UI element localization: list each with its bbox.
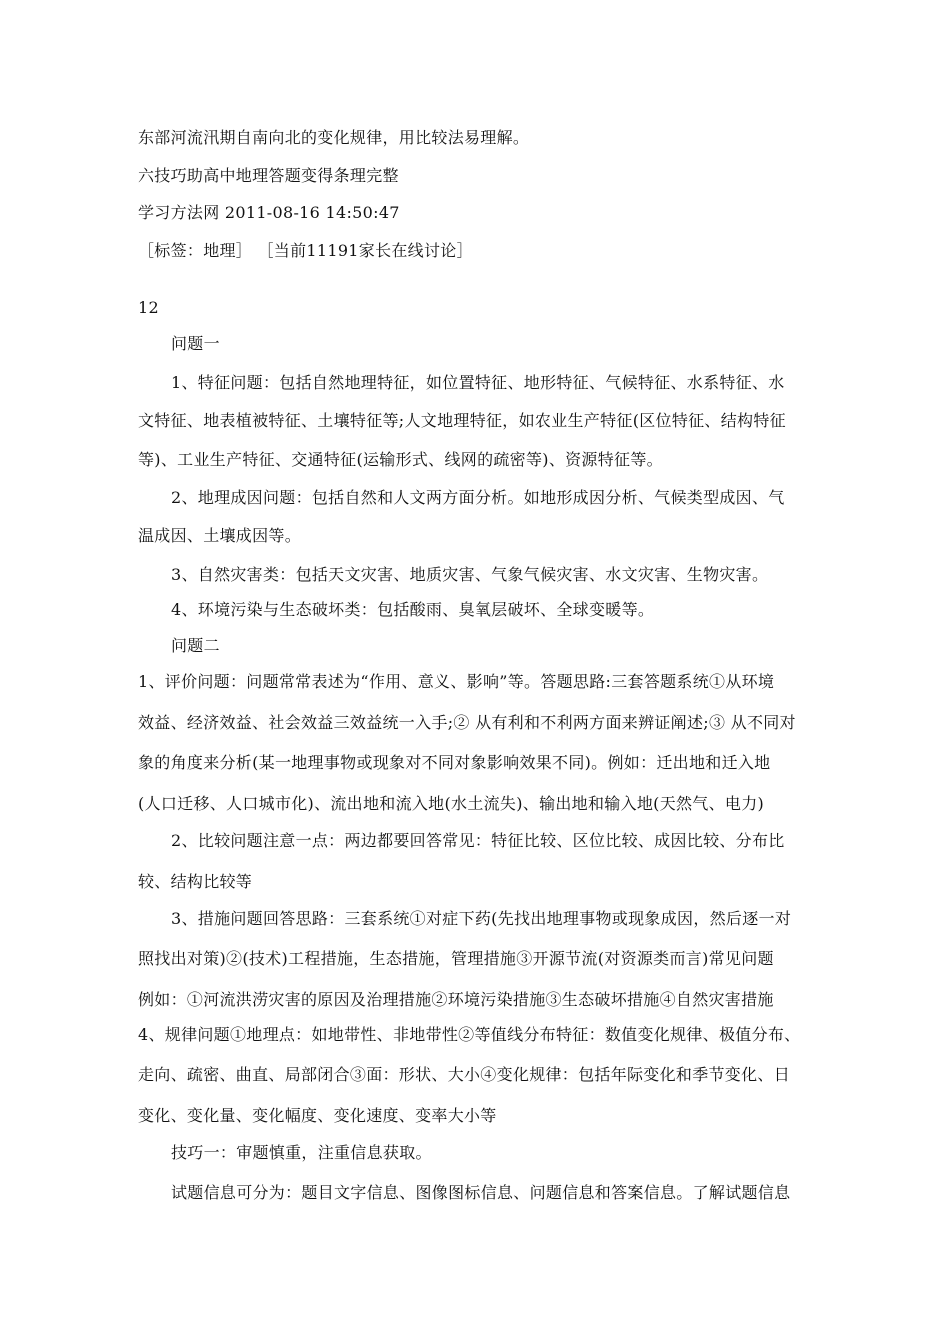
section2-heading: 问题二 — [171, 636, 220, 655]
paragraph-line: 文特征、地表植被特征、土壤特征等;人文地理特征，如农业生产特征(区位特征、结构特征 — [138, 411, 786, 430]
paragraph-line: 例如：①河流洪涝灾害的原因及治理措施②环境污染措施③生态破坏措施④自然灾害措施 — [138, 990, 774, 1009]
paragraph-line: 4、环境污染与生态破坏类：包括酸雨、臭氧层破坏、全球变暖等。 — [171, 600, 655, 619]
paragraph-line: 等)、工业生产特征、交通特征(运输形式、线网的疏密等)、资源特征等。 — [138, 450, 663, 469]
paragraph-line: 试题信息可分为：题目文字信息、图像图标信息、问题信息和答案信息。了解试题信息 — [171, 1183, 791, 1202]
page-numbers: 12 — [138, 298, 159, 317]
tip1-heading: 技巧一：审题慎重，注重信息获取。 — [171, 1143, 432, 1162]
paragraph-line: 照找出对策)②(技术)工程措施，生态措施，管理措施③开源节流(对资源类而言)常见问题 — [138, 949, 774, 968]
paragraph-line: 2、比较问题注意一点：两边都要回答常见：特征比较、区位比较、成因比较、分布比 — [171, 831, 785, 850]
paragraph-line: 2、地理成因问题：包括自然和人文两方面分析。如地形成因分析、气候类型成因、气 — [171, 488, 785, 507]
paragraph-line: 较、结构比较等 — [138, 872, 253, 891]
intro-line: 东部河流汛期自南向北的变化规律，用比较法易理解。 — [138, 128, 530, 147]
paragraph-line: 1、评价问题：问题常常表述为“作用、意义、影响”等。答题思路:三套答题系统①从环境 — [138, 672, 775, 691]
paragraph-line: 温成因、土壤成因等。 — [138, 526, 302, 545]
source-line: 学习方法网 2011-08-16 14:50:47 — [138, 203, 400, 222]
paragraph-line: 3、自然灾害类：包括天文灾害、地质灾害、气象气候灾害、水文灾害、生物灾害。 — [171, 565, 769, 584]
section1-heading: 问题一 — [171, 334, 220, 353]
paragraph-line: (人口迁移、人口城市化)、流出地和流入地(水土流失)、输出地和输入地(天然气、电力) — [138, 794, 765, 813]
paragraph-line: 1、特征问题：包括自然地理特征，如位置特征、地形特征、气候特征、水系特征、水 — [171, 373, 785, 392]
paragraph-line: 变化、变化量、变化幅度、变化速度、变率大小等 — [138, 1106, 497, 1125]
paragraph-line: 4、规律问题①地理点：如地带性、非地带性②等值线分布特征：数值变化规律、极值分布、 — [138, 1025, 801, 1044]
article-title: 六技巧助高中地理答题变得条理完整 — [138, 166, 399, 185]
paragraph-line: 象的角度来分析(某一地理事物或现象对不同对象影响效果不同)。例如：迁出地和迁入地 — [138, 753, 771, 772]
tags-line: ［标签：地理］ ［当前11191家长在线讨论］ — [138, 241, 473, 260]
paragraph-line: 走向、疏密、曲直、局部闭合③面：形状、大小④变化规律：包括年际变化和季节变化、日 — [138, 1065, 791, 1084]
paragraph-line: 3、措施问题回答思路：三套系统①对症下药(先找出地理事物或现象成因，然后逐一对 — [171, 909, 792, 928]
paragraph-line: 效益、经济效益、社会效益三效益统一入手;② 从有利和不利两方面来辨证阐述;③ 从不同对 — [138, 713, 796, 732]
